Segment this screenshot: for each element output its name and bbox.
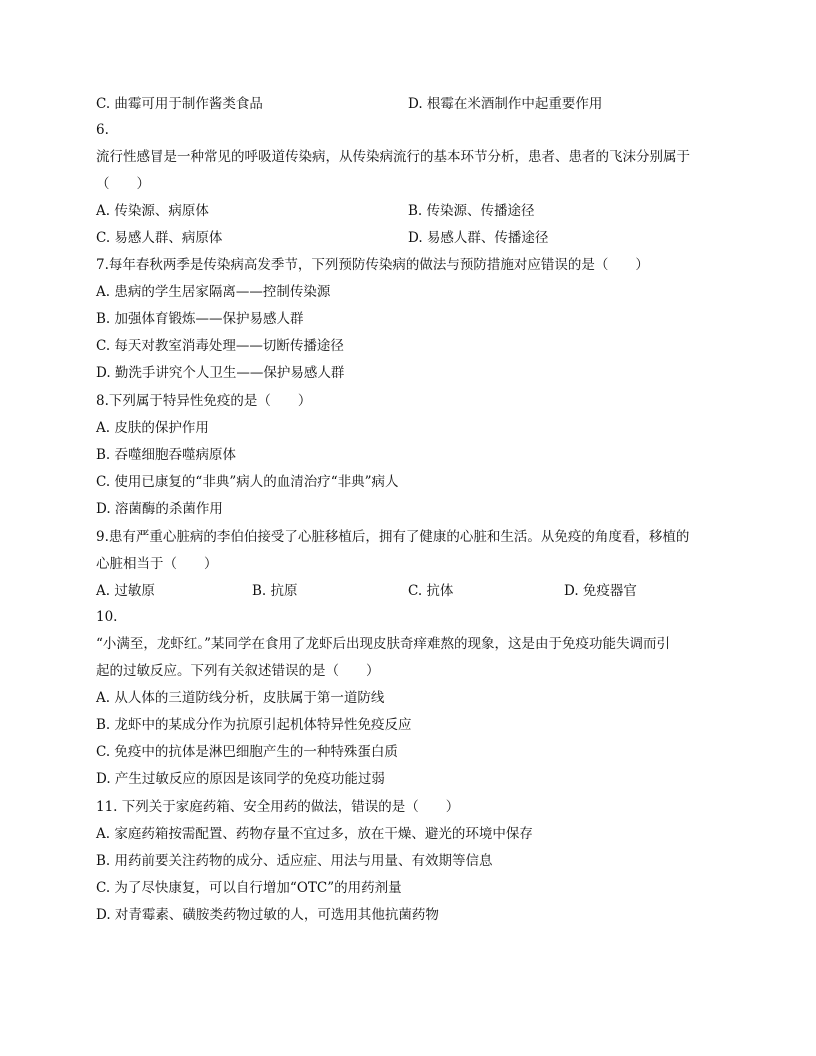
- q6-option-a: A. 传染源、病原体: [96, 203, 209, 219]
- q10-option-c: C. 免疫中的抗体是淋巴细胞产生的一种特殊蛋白质: [96, 744, 398, 760]
- q7-stem: 7.每年春秋两季是传染病高发季节，下列预防传染病的做法与预防措施对应错误的是（ ）: [96, 257, 649, 273]
- q8-stem: 8.下列属于特异性免疫的是（ ）: [96, 393, 312, 409]
- q8-option-c: C. 使用已康复的“非典”病人的血清治疗“非典”病人: [96, 474, 399, 490]
- q11-option-a: A. 家庭药箱按需配置、药物存量不宜过多，放在干燥、避光的环境中保存: [96, 826, 533, 842]
- q6-option-d: D. 易感人群、传播途径: [408, 230, 549, 246]
- q7-option-d: D. 勤洗手讲究个人卫生——保护易感人群: [96, 365, 345, 381]
- q9-option-d: D. 免疫器官: [564, 583, 637, 599]
- q6-number: 6.: [96, 122, 109, 138]
- q11-option-c: C. 为了尽快康复，可以自行增加“OTC”的用药剂量: [96, 880, 402, 896]
- q7-option-a: A. 患病的学生居家隔离——控制传染源: [96, 284, 331, 300]
- q10-option-a: A. 从人体的三道防线分析，皮肤属于第一道防线: [96, 690, 385, 706]
- q6-options-row-2: [96, 228, 720, 248]
- q10-stem: “小满至，龙虾红。”某同学在食用了龙虾后出现皮肤奇痒难熬的现象，这是由于免疫功能失调而引: [96, 636, 671, 652]
- q9-option-c: C. 抗体: [408, 583, 454, 599]
- q9-option-a: A. 过敏原: [96, 583, 155, 599]
- q9-options-row: [96, 581, 720, 601]
- q8-option-a: A. 皮肤的保护作用: [96, 420, 209, 436]
- q11-option-d: D. 对青霉素、磺胺类药物过敏的人，可选用其他抗菌药物: [96, 907, 439, 923]
- q11-stem: 11. 下列关于家庭药箱、安全用药的做法，错误的是（ ）: [96, 799, 460, 815]
- q10-option-d: D. 产生过敏反应的原因是该同学的免疫功能过弱: [96, 771, 385, 787]
- q6-option-c: C. 易感人群、病原体: [96, 230, 223, 246]
- q10-option-b: B. 龙虾中的某成分作为抗原引起机体特异性免疫反应: [96, 717, 412, 733]
- q9-option-b: B. 抗原: [252, 583, 298, 599]
- q9-stem: 9.患有严重心脏病的李伯伯接受了心脏移植后，拥有了健康的心脏和生活。从免疫的角度看，移植的: [96, 529, 690, 545]
- q5-options-row: [96, 94, 720, 114]
- q10-number: 10.: [96, 609, 118, 625]
- q5-option-c: C. 曲霉可用于制作酱类食品: [96, 96, 263, 112]
- q5-option-d: D. 根霉在米酒制作中起重要作用: [408, 96, 603, 112]
- q9-stem-continued: 心脏相当于（ ）: [96, 556, 218, 572]
- q8-option-b: B. 吞噬细胞吞噬病原体: [96, 447, 237, 463]
- q8-option-d: D. 溶菌酶的杀菌作用: [96, 501, 223, 517]
- q6-options-row-1: [96, 201, 720, 221]
- q6-stem-continued: （ ）: [96, 176, 150, 192]
- q6-stem: 流行性感冒是一种常见的呼吸道传染病，从传染病流行的基本环节分析，患者、患者的飞沫分别属于: [96, 149, 690, 165]
- q10-stem-continued: 起的过敏反应。下列有关叙述错误的是（ ）: [96, 663, 380, 679]
- q7-option-c: C. 每天对教室消毒处理——切断传播途径: [96, 338, 344, 354]
- q11-option-b: B. 用药前要关注药物的成分、适应症、用法与用量、有效期等信息: [96, 853, 493, 869]
- q6-option-b: B. 传染源、传播途径: [408, 203, 535, 219]
- q7-option-b: B. 加强体育锻炼——保护易感人群: [96, 311, 304, 327]
